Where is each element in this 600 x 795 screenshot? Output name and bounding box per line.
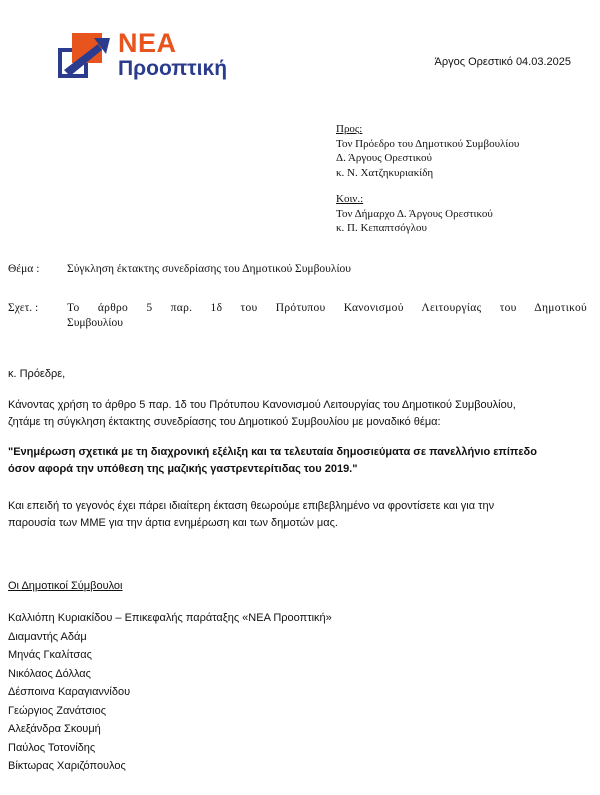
recipient-block [336, 122, 519, 180]
logo-arrow-icon [58, 30, 118, 85]
reference-label: Σχετ. : [8, 302, 39, 314]
meeting-topic-line2: όσον αφορά την υπόθεση της μαζικής γαστρεντερίτιδας του 2019." [8, 463, 358, 475]
paragraph-request-line1: Κάνοντας χρήση το άρθρο 5 παρ. 1δ του Πρότυπου Κανονισμού Λειτουργίας του Δημοτικού Συμβουλίου, [8, 399, 516, 411]
cc-line: κ. Π. Κεπαπτσόγλου [336, 222, 427, 234]
signatories-list [8, 609, 332, 776]
subject-label: Θέμα : [8, 263, 40, 275]
signatory-name: Παύλος Τοτονίδης [8, 741, 96, 754]
signatory-name: Νικόλαος Δόλλας [8, 667, 91, 680]
cc-label: Κοιν.: [336, 193, 364, 205]
recipient-line: Τον Πρόεδρο του Δημοτικού Συμβουλίου [336, 137, 520, 150]
recipient-label: Προς: [336, 123, 363, 135]
signatory-name: Αλεξάνδρα Σκουμή [8, 723, 101, 735]
signatory-name: Μηνάς Γκαλίτσας [8, 649, 92, 661]
cc-block [336, 192, 493, 236]
logo-text-nea: ΝΕΑ [118, 28, 177, 58]
greeting: κ. Πρόεδρε, [8, 368, 66, 380]
logo-text-prooptiki: Προοπτική [118, 57, 228, 80]
signatory-name: Διαμαντής Αδάμ [8, 630, 87, 643]
recipient-line: κ. Ν. Χατζηκυριακίδη [336, 166, 434, 179]
cc-line: Τον Δήμαρχο Δ. Άργους Ορεστικού [336, 207, 493, 220]
paragraph-request-line2: ζητάμε τη σύγκληση έκτακτης συνεδρίασης του Δημοτικού Συμβουλίου με μοναδικό θέμα: [8, 416, 441, 428]
party-logo [58, 30, 248, 85]
paragraph-media-line2: παρουσία των ΜΜΕ για την άρτια ενημέρωση και των δημοτών μας. [8, 517, 338, 529]
signatory-name: Βίκτωρας Χαριζόπουλος [8, 760, 126, 772]
reference-text-line2: Συμβουλίου [67, 317, 123, 329]
reference-text-line1: Το άρθρο 5 παρ. 1δ του Πρότυπου Κανονισμού Λειτουργίας του Δημοτικού [67, 302, 587, 314]
paragraph-media-line1: Και επειδή το γεγονός έχει πάρει ιδιαίτερη έκταση θεωρούμε επιβεβλημένο να φροντίσετε και για την [8, 500, 495, 512]
recipient-line: Δ. Άργους Ορεστικού [336, 152, 432, 164]
signatory-name: Καλλιόπη Κυριακίδου – Επικεφαλής παράταξης «ΝΕΑ Προοπτική» [8, 612, 332, 624]
signatory-name: Γεώργιος Ζανάτσιος [8, 704, 107, 717]
meeting-topic-line1: "Ενημέρωση σχετικά με τη διαχρονική εξέλιξη και τα τελευταία δημοσιεύματα σε πανελλήνιο επίπεδο [8, 446, 537, 458]
subject-text: Σύγκληση έκτακτης συνεδρίασης του Δημοτικού Συμβουλίου [67, 263, 351, 275]
signatory-name: Δέσποινα Καραγιαννίδου [8, 686, 131, 698]
letter-date: Άργος Ορεστικό 04.03.2025 [434, 56, 571, 68]
signatories-heading: Οι Δημοτικοί Σύμβουλοι [8, 580, 123, 592]
